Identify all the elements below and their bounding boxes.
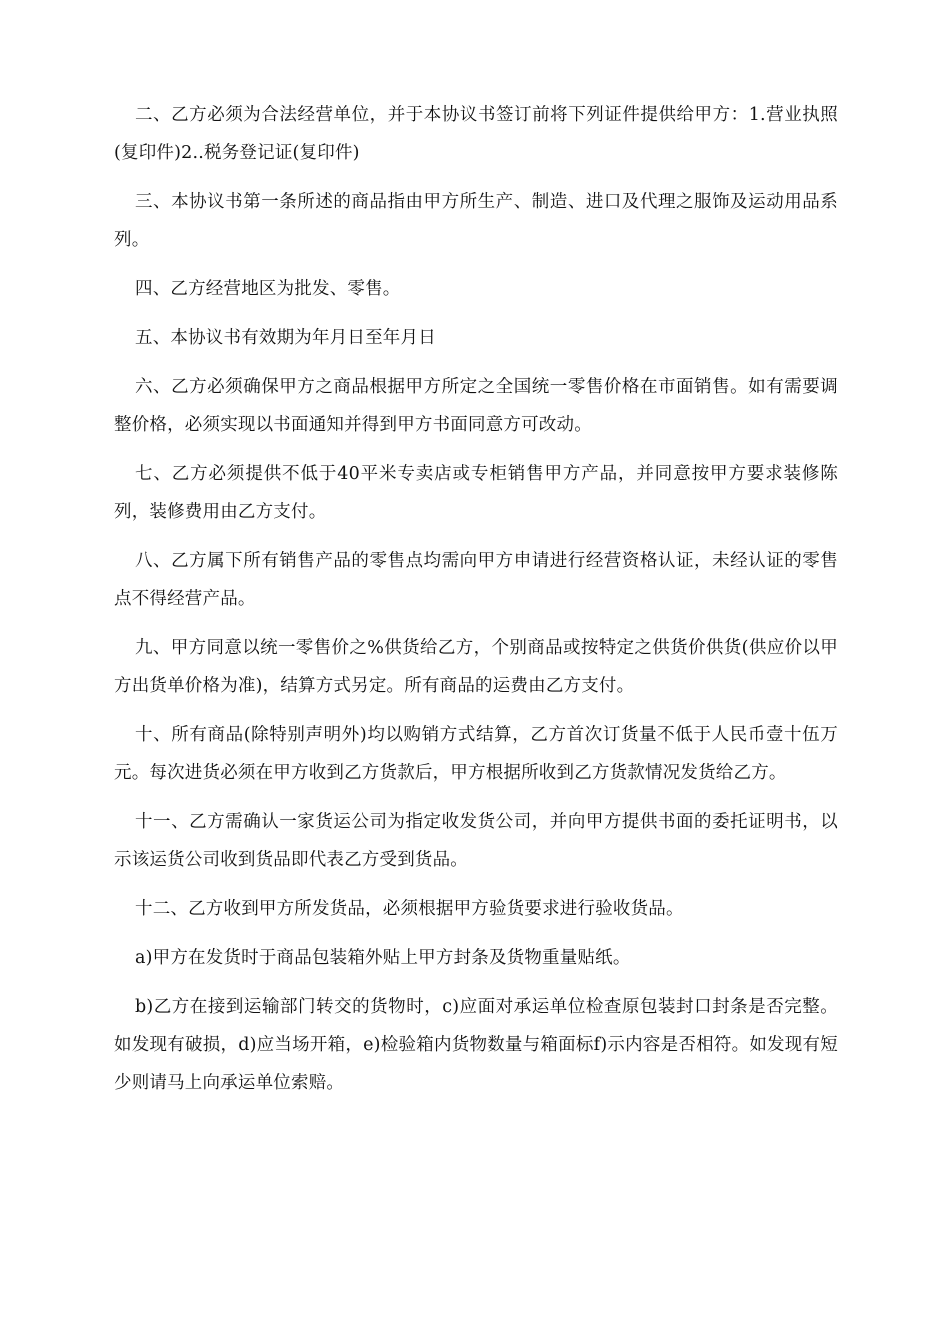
clause-2: 二、乙方必须为合法经营单位，并于本协议书签订前将下列证件提供给甲方：1.营业执照(复印件)2..税务登记证(复印件): [114, 105, 838, 163]
clause-11: 十一、乙方需确认一家货运公司为指定收发货公司，并向甲方提供书面的委托证明书，以示该运货公司收到货品即代表乙方受到货品。: [114, 812, 838, 870]
clause-4: 四、乙方经营地区为批发、零售。: [135, 279, 401, 299]
clause-5: 五、本协议书有效期为年月日至年月日: [135, 328, 436, 348]
clause-10: 十、所有商品(除特别声明外)均以购销方式结算，乙方首次订货量不低于人民币壹十伍万元。每次进货必须在甲方收到乙方货款后，甲方根据所收到乙方货款情况发货给乙方。: [114, 725, 838, 783]
clause-3: 三、本协议书第一条所述的商品指由甲方所生产、制造、进口及代理之服饰及运动用品系列。: [114, 192, 838, 250]
clause-12: 十二、乙方收到甲方所发货品，必须根据甲方验货要求进行验收货品。: [135, 899, 684, 919]
sub-clause-a: a)甲方在发货时于商品包装箱外贴上甲方封条及货物重量贴纸。: [135, 948, 631, 968]
clause-6: 六、乙方必须确保甲方之商品根据甲方所定之全国统一零售价格在市面销售。如有需要调整价格，必须实现以书面通知并得到甲方书面同意方可改动。: [114, 377, 838, 435]
sub-clause-b: b)乙方在接到运输部门转交的货物时，c)应面对承运单位检查原包装封口封条是否完整。如发现有破损，d)应当场开箱，e)检验箱内货物数量与箱面标f)示内容是否相符。如发现有短少则请马上向承运单位索赔。: [114, 997, 838, 1093]
clause-8: 八、乙方属下所有销售产品的零售点均需向甲方申请进行经营资格认证，未经认证的零售点不得经营产品。: [114, 551, 838, 609]
document-body: [114, 96, 838, 1113]
clause-9: 九、甲方同意以统一零售价之%供货给乙方，个别商品或按特定之供货价供货(供应价以甲方出货单价格为准)，结算方式另定。所有商品的运费由乙方支付。: [114, 638, 838, 696]
clause-7: 七、乙方必须提供不低于40平米专卖店或专柜销售甲方产品，并同意按甲方要求装修陈列，装修费用由乙方支付。: [114, 464, 838, 522]
